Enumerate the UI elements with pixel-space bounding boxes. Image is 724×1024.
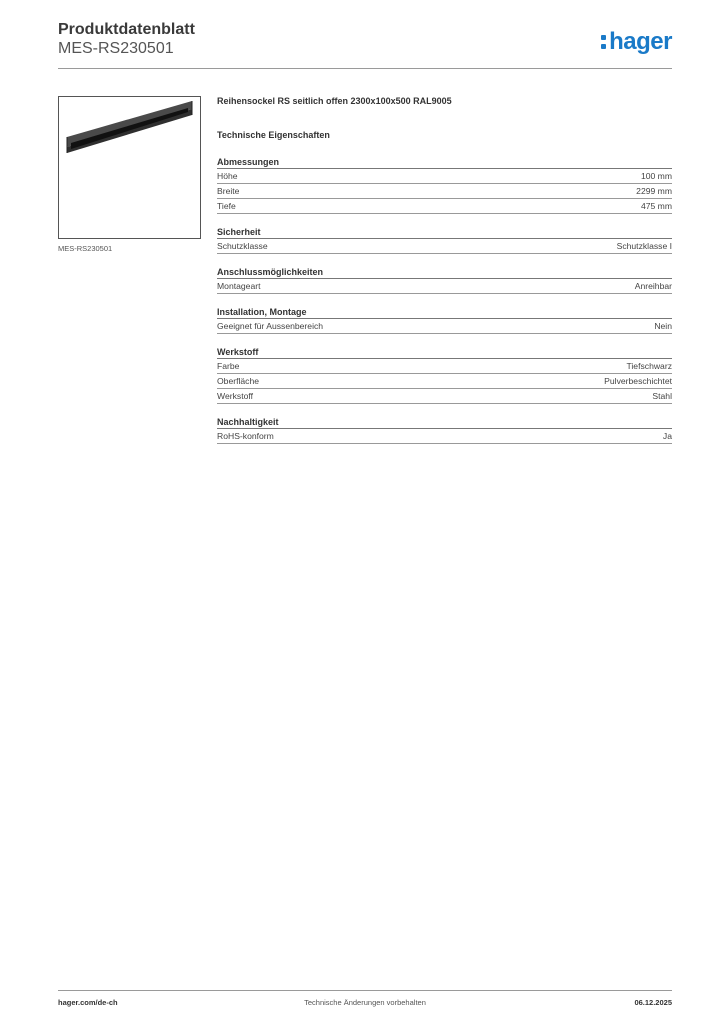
logo-text: hager [609,28,672,55]
property-row [217,359,672,374]
footer-date: 06.12.2025 [634,998,672,1007]
property-value: Schutzklasse I [616,241,672,251]
property-row [217,199,672,214]
property-row [217,319,672,334]
property-row [217,389,672,404]
property-label: Tiefe [217,201,236,211]
hager-logo [601,28,672,56]
property-value: 2299 mm [636,186,672,196]
page-header [58,20,672,70]
group-title: Abmessungen [217,156,672,169]
footer-website: hager.com/de-ch [58,998,118,1007]
product-code: MES-RS230501 [58,40,174,57]
property-value: Stahl [652,391,672,401]
property-row [217,374,672,389]
header-divider [58,68,672,69]
group-title: Anschlussmöglichkeiten [217,266,672,279]
property-label: Farbe [217,361,240,371]
property-value: Tiefschwarz [626,361,672,371]
property-value: Anreihbar [634,281,672,291]
property-label: Schutzklasse [217,241,268,251]
group-title: Werkstoff [217,346,672,359]
product-details [217,96,672,444]
product-image [58,96,201,239]
property-row [217,429,672,444]
property-label: Werkstoff [217,391,253,401]
property-value: 100 mm [640,171,672,181]
page-title: Produktdatenblatt [58,21,195,38]
footer-divider [58,990,672,991]
image-caption: MES-RS230501 [58,244,113,253]
property-label: Höhe [217,171,238,181]
property-row [217,279,672,294]
footer-notice: Technische Änderungen vorbehalten [304,998,426,1007]
property-value: Nein [654,321,672,331]
property-groups [217,156,672,444]
property-label: Breite [217,186,240,196]
logo-mark-icon [601,32,608,50]
property-row [217,169,672,184]
property-label: Oberfläche [217,376,260,386]
property-label: Geeignet für Aussenbereich [217,321,324,331]
property-label: Montageart [217,281,261,291]
group-title: Nachhaltigkeit [217,416,672,429]
properties-heading: Technische Eigenschaften [217,130,330,140]
property-value: Pulverbeschichtet [604,376,672,386]
page-footer [58,998,672,1010]
property-value: Ja [662,431,672,441]
group-title: Installation, Montage [217,306,672,319]
property-row [217,239,672,254]
base-frame-illustration [59,97,200,238]
product-name: Reihensockel RS seitlich offen 2300x100x500 RAL9005 [217,96,452,106]
property-value: 475 mm [640,201,672,211]
property-label: RoHS-konform [217,431,274,441]
group-title: Sicherheit [217,226,672,239]
property-row [217,184,672,199]
